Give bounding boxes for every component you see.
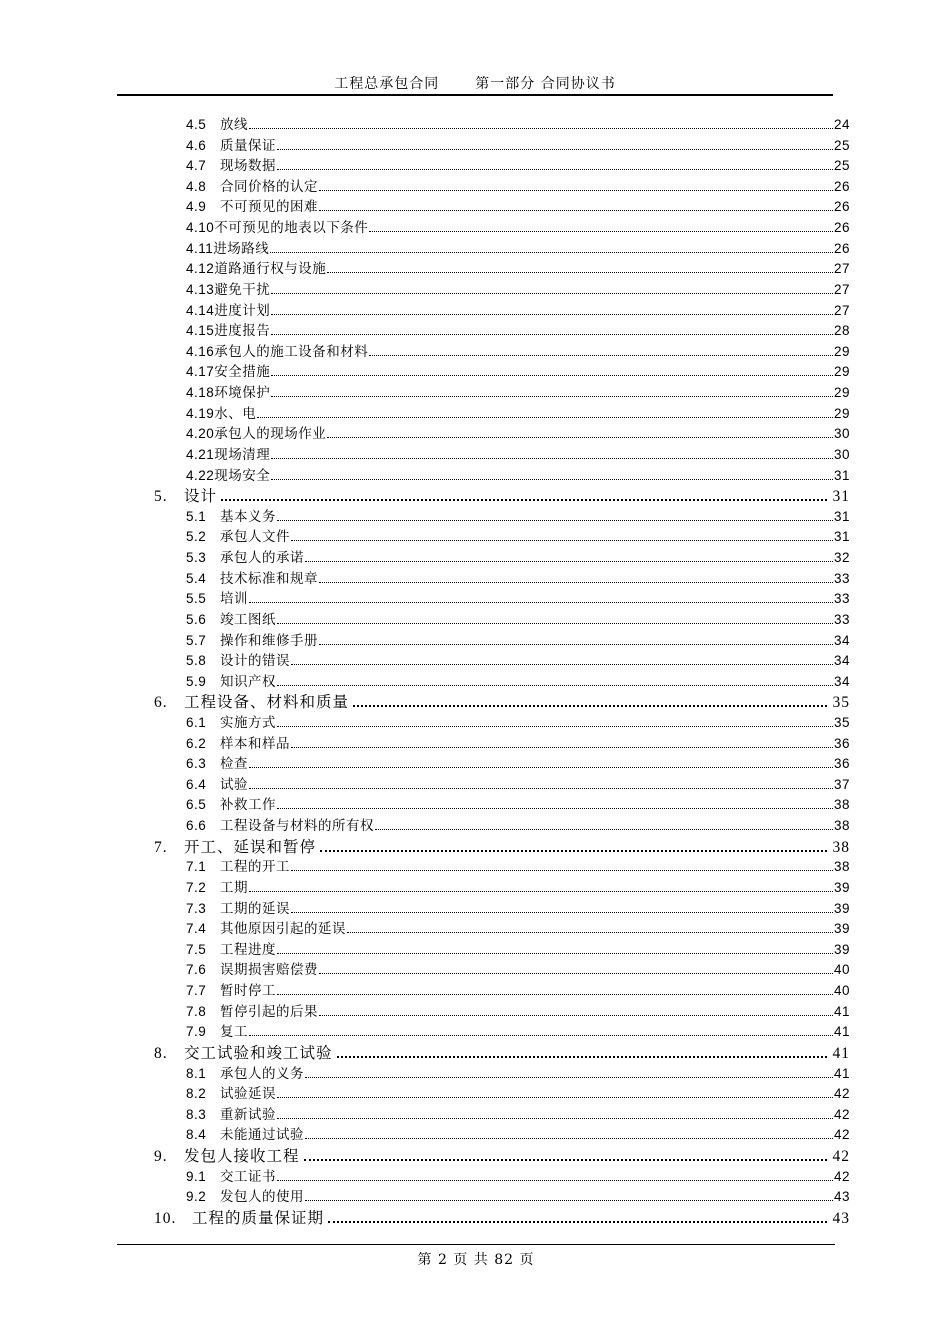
toc-entry-number: 5.1 [186, 508, 207, 524]
toc-dot-leader [304, 1159, 827, 1161]
toc-section-entry[interactable] [186, 278, 850, 299]
toc-entry-title: 发包人的使用 [220, 1189, 304, 1206]
toc-section-entry[interactable] [186, 525, 850, 546]
toc-entry-number: 6.6 [186, 818, 207, 834]
toc-entry-number: 6.2 [186, 735, 207, 751]
toc-section-entry[interactable] [186, 1123, 850, 1144]
toc-dot-leader [277, 623, 833, 624]
toc-entry-number: 8.1 [186, 1065, 207, 1081]
toc-dot-leader [221, 499, 826, 501]
toc-entry-number: 7.4 [186, 921, 207, 937]
toc-entry-title: 合同价格的认定 [220, 178, 318, 195]
toc-entry-page: 32 [833, 550, 850, 566]
toc-entry-number: 4.15 [186, 323, 215, 339]
toc-entry-title: 交工证书 [220, 1168, 276, 1185]
toc-section-entry[interactable] [186, 629, 850, 650]
toc-dot-leader [319, 210, 833, 211]
toc-entry-number: 4.6 [186, 137, 207, 153]
toc-entry-title: 暂时停工 [220, 983, 276, 1000]
toc-section-entry[interactable] [186, 897, 850, 918]
toc-entry-number: 5. [154, 488, 168, 506]
toc-entry-number: 4.16 [186, 343, 215, 359]
toc-dot-leader [277, 685, 833, 686]
toc-section-entry[interactable] [186, 381, 850, 402]
toc-dot-leader [320, 850, 826, 852]
toc-dot-leader [369, 231, 833, 232]
toc-entry-number: 5.9 [186, 673, 207, 689]
toc-dot-leader [327, 272, 833, 273]
toc-entry-title: 不可预见的地表以下条件 [214, 220, 369, 237]
toc-dot-leader [249, 788, 833, 789]
toc-dot-leader [271, 396, 833, 397]
toc-entry-page: 29 [833, 364, 850, 380]
toc-dot-leader [277, 149, 833, 150]
toc-section-entry[interactable] [186, 938, 850, 959]
toc-entry-title: 未能通过试验 [220, 1127, 304, 1144]
toc-entry-page: 26 [833, 178, 850, 194]
toc-dot-leader [319, 190, 833, 191]
toc-entry-title: 操作和维修手册 [220, 632, 318, 649]
toc-dot-leader [291, 912, 833, 913]
toc-section-entry[interactable] [186, 1000, 850, 1021]
toc-section-entry[interactable] [186, 113, 850, 134]
toc-entry-number: 4.10 [186, 220, 215, 236]
toc-section-entry[interactable] [186, 237, 850, 258]
toc-dot-leader [291, 747, 833, 748]
toc-dot-leader [271, 458, 833, 459]
toc-entry-page: 43 [833, 1189, 850, 1205]
toc-entry-number: 10. [154, 1209, 177, 1227]
toc-dot-leader [353, 705, 826, 707]
toc-entry-number: 7.3 [186, 900, 207, 916]
toc-dot-leader [249, 1035, 833, 1036]
toc-entry-page: 28 [833, 323, 850, 339]
toc-entry-title: 现场数据 [220, 158, 276, 175]
toc-entry-page: 25 [833, 158, 850, 174]
toc-entry-page: 36 [833, 756, 850, 772]
toc-entry-page: 24 [833, 117, 850, 132]
toc-chapter-entry[interactable] [154, 1041, 850, 1062]
toc-entry-page: 37 [833, 776, 850, 792]
toc-section-entry[interactable] [186, 979, 850, 1000]
toc-entry-page: 39 [833, 921, 850, 937]
toc-section-entry[interactable] [186, 793, 850, 814]
toc-entry-page: 40 [833, 962, 850, 978]
toc-section-entry[interactable] [186, 360, 850, 381]
toc-entry-number: 4.5 [186, 117, 207, 132]
toc-entry-title: 技术标准和规章 [220, 570, 318, 587]
toc-entry-number: 4.19 [186, 405, 215, 421]
toc-entry-number: 4.17 [186, 364, 215, 380]
toc-entry-number: 4.22 [186, 467, 215, 483]
toc-entry-page: 39 [833, 900, 850, 916]
toc-entry-page: 26 [833, 199, 850, 215]
toc-dot-leader [291, 870, 833, 871]
toc-entry-title: 进度报告 [214, 323, 271, 340]
toc-section-entry[interactable] [186, 154, 850, 175]
toc-section-entry[interactable] [186, 443, 850, 464]
toc-entry-page: 31 [832, 488, 850, 506]
toc-section-entry[interactable] [186, 1103, 850, 1124]
toc-entry-number: 4.12 [186, 261, 215, 277]
toc-dot-leader [328, 1221, 826, 1223]
toc-entry-title: 基本义务 [220, 508, 276, 525]
toc-entry-number: 6. [154, 694, 168, 712]
toc-section-entry[interactable] [186, 546, 850, 567]
toc-entry-number: 4.11 [186, 240, 214, 256]
toc-entry-number: 6.1 [186, 714, 207, 730]
toc-entry-number: 4.21 [186, 446, 215, 462]
toc-entry-title: 试验 [220, 776, 248, 793]
toc-entry-page: 38 [833, 797, 850, 813]
toc-entry-page: 39 [833, 941, 850, 957]
toc-section-entry[interactable] [186, 1020, 850, 1041]
toc-entry-title: 设计的错误 [220, 653, 290, 670]
toc-entry-page: 41 [832, 1044, 850, 1062]
toc-dot-leader [257, 417, 833, 418]
toc-entry-title: 现场清理 [214, 446, 271, 463]
toc-entry-page: 42 [833, 1168, 850, 1184]
toc-entry-title: 环境保护 [214, 385, 271, 402]
toc-entry-title: 承包人的承诺 [220, 550, 304, 567]
toc-dot-leader [277, 169, 833, 170]
toc-dot-leader [277, 726, 833, 727]
toc-entry-page: 29 [833, 405, 850, 421]
toc-section-entry[interactable] [186, 855, 850, 876]
toc-dot-leader [271, 479, 833, 480]
toc-entry-title: 样本和样品 [220, 735, 290, 752]
toc-entry-page: 34 [833, 653, 850, 669]
toc-entry-page: 30 [833, 446, 850, 462]
toc-section-entry[interactable] [186, 587, 850, 608]
toc-entry-title: 工程的质量保证期 [192, 1208, 325, 1227]
toc-dot-leader [337, 1056, 827, 1058]
toc-section-entry[interactable] [186, 464, 850, 485]
toc-entry-page: 34 [833, 632, 850, 648]
toc-entry-number: 9.1 [186, 1168, 207, 1184]
toc-entry-title: 道路通行权与设施 [214, 261, 327, 278]
toc-chapter-entry[interactable] [154, 484, 850, 505]
toc-entry-title: 避免干扰 [214, 281, 271, 298]
toc-entry-page: 26 [833, 220, 850, 236]
toc-dot-leader [277, 520, 833, 521]
toc-section-entry[interactable] [186, 732, 850, 753]
toc-entry-title: 培训 [220, 591, 248, 608]
toc-entry-page: 26 [833, 240, 850, 256]
toc-entry-number: 8.3 [186, 1106, 207, 1122]
toc-dot-leader [271, 293, 833, 294]
toc-entry-title: 补救工作 [220, 797, 276, 814]
toc-entry-title: 实施方式 [220, 714, 276, 731]
toc-dot-leader [277, 953, 833, 954]
toc-entry-number: 4.14 [186, 302, 215, 318]
toc-entry-page: 31 [833, 529, 850, 545]
toc-entry-title: 设计 [184, 487, 218, 506]
toc-entry-title: 承包人文件 [220, 529, 290, 546]
toc-entry-number: 4.20 [186, 426, 215, 442]
toc-dot-leader [271, 334, 833, 335]
toc-dot-leader [249, 602, 833, 603]
toc-entry-number: 7.7 [186, 983, 207, 999]
toc-entry-title: 工程设备与材料的所有权 [220, 818, 374, 835]
document-title: 工程总承包合同 [334, 76, 440, 92]
toc-entry-number: 5.2 [186, 529, 207, 545]
toc-entry-title: 检查 [220, 756, 248, 773]
toc-section-entry[interactable] [186, 257, 850, 278]
toc-section-entry[interactable] [186, 608, 850, 629]
toc-entry-page: 42 [833, 1106, 850, 1122]
toc-section-entry[interactable] [186, 1185, 850, 1206]
toc-section-entry[interactable] [186, 876, 850, 897]
toc-dot-leader [277, 1180, 833, 1181]
toc-entry-title: 进度计划 [214, 302, 271, 319]
toc-entry-title: 工程的开工 [220, 859, 290, 876]
toc-entry-number: 4.9 [186, 199, 207, 215]
toc-section-entry[interactable] [186, 670, 850, 691]
toc-entry-title: 承包人的义务 [220, 1065, 304, 1082]
toc-entry-page: 31 [833, 467, 850, 483]
toc-entry-page: 33 [833, 570, 850, 586]
toc-entry-title: 复工 [220, 1024, 248, 1041]
toc-dot-leader [319, 644, 833, 645]
toc-dot-leader [291, 540, 833, 541]
toc-dot-leader [270, 252, 833, 253]
toc-entry-page: 42 [833, 1127, 850, 1143]
toc-entry-number: 5.7 [186, 632, 207, 648]
toc-chapter-entry[interactable] [154, 1144, 850, 1165]
toc-section-entry[interactable] [186, 134, 850, 155]
toc-entry-number: 7.5 [186, 941, 207, 957]
toc-section-entry[interactable] [186, 505, 850, 526]
toc-entry-number: 8.4 [186, 1127, 207, 1143]
toc-entry-page: 33 [833, 591, 850, 607]
toc-section-entry[interactable] [186, 216, 850, 237]
toc-dot-leader [277, 994, 833, 995]
toc-entry-title: 竣工图纸 [220, 611, 276, 628]
toc-dot-leader [277, 808, 833, 809]
toc-entry-number: 7.9 [186, 1024, 207, 1040]
toc-entry-title: 工期 [220, 879, 248, 896]
toc-dot-leader [271, 314, 833, 315]
toc-entry-page: 38 [833, 859, 850, 875]
toc-entry-title: 重新试验 [220, 1106, 276, 1123]
page-number: 第 2 页 共 82 页 [417, 1252, 535, 1268]
toc-section-entry[interactable] [186, 773, 850, 794]
toc-entry-page: 41 [833, 1003, 850, 1019]
toc-section-entry[interactable] [186, 711, 850, 732]
toc-entry-number: 4.8 [186, 178, 207, 194]
toc-entry-number: 4.7 [186, 158, 207, 174]
toc-entry-page: 36 [833, 735, 850, 751]
toc-section-entry[interactable] [186, 917, 850, 938]
toc-entry-page: 27 [833, 281, 850, 297]
toc-entry-number: 5.8 [186, 653, 207, 669]
toc-section-entry[interactable] [186, 814, 850, 835]
toc-entry-title: 安全措施 [214, 364, 271, 381]
toc-entry-page: 31 [833, 508, 850, 524]
toc-entry-page: 39 [833, 879, 850, 895]
toc-entry-number: 7.8 [186, 1003, 207, 1019]
page-footer [117, 1244, 835, 1274]
toc-entry-number: 8. [154, 1044, 168, 1062]
toc-entry-page: 40 [833, 983, 850, 999]
toc-dot-leader [249, 128, 833, 129]
toc-dot-leader [305, 1077, 833, 1078]
toc-section-entry[interactable] [186, 195, 850, 216]
toc-entry-title: 不可预见的困难 [220, 199, 318, 216]
toc-entry-page: 41 [833, 1065, 850, 1081]
toc-dot-leader [291, 664, 833, 665]
toc-entry-number: 6.5 [186, 797, 207, 813]
toc-entry-page: 42 [832, 1148, 850, 1165]
toc-entry-number: 6.3 [186, 756, 207, 772]
toc-section-entry[interactable] [186, 752, 850, 773]
toc-dot-leader [305, 1200, 833, 1201]
toc-entry-number: 5.3 [186, 550, 207, 566]
toc-dot-leader [319, 973, 833, 974]
toc-entry-page: 33 [833, 611, 850, 627]
toc-entry-number: 4.18 [186, 385, 215, 401]
toc-entry-number: 5.6 [186, 611, 207, 627]
toc-entry-number: 7.1 [186, 859, 207, 875]
toc-chapter-entry[interactable] [154, 1206, 850, 1227]
toc-dot-leader [327, 437, 833, 438]
toc-entry-title: 工程设备、材料和质量 [184, 693, 350, 712]
toc-section-entry[interactable] [186, 649, 850, 670]
toc-entry-page: 27 [833, 302, 850, 318]
toc-dot-leader [277, 1097, 833, 1098]
toc-entry-title: 交工试验和竣工试验 [184, 1043, 333, 1062]
toc-entry-number: 5.4 [186, 570, 207, 586]
toc-entry-number: 7.2 [186, 879, 207, 895]
toc-entry-title: 质量保证 [220, 137, 276, 154]
toc-dot-leader [375, 829, 833, 830]
toc-entry-title: 开工、延误和暂停 [184, 837, 317, 856]
toc-entry-number: 7. [154, 838, 168, 856]
toc-entry-page: 30 [833, 426, 850, 442]
toc-entry-page: 41 [833, 1024, 850, 1040]
toc-entry-title: 工程进度 [220, 941, 276, 958]
toc-section-entry[interactable] [186, 319, 850, 340]
toc-entry-number: 4.13 [186, 281, 215, 297]
toc-dot-leader [249, 891, 833, 892]
toc-section-entry[interactable] [186, 422, 850, 443]
toc-entry-title: 发包人接收工程 [184, 1147, 300, 1165]
toc-dot-leader [369, 355, 833, 356]
toc-entry-title: 水、电 [214, 405, 257, 422]
toc-entry-title: 工期的延误 [220, 900, 290, 917]
toc-section-entry[interactable] [186, 299, 850, 320]
toc-chapter-entry[interactable] [154, 835, 850, 856]
toc-dot-leader [319, 1015, 833, 1016]
toc-chapter-entry[interactable] [154, 690, 850, 711]
toc-entry-number: 6.4 [186, 776, 207, 792]
toc-entry-page: 42 [833, 1086, 850, 1102]
toc-entry-page: 38 [833, 818, 850, 834]
toc-entry-number: 9. [154, 1148, 168, 1165]
toc-entry-title: 放线 [220, 117, 248, 133]
toc-dot-leader [319, 582, 833, 583]
toc-entry-title: 知识产权 [220, 673, 276, 690]
toc-section-entry[interactable] [186, 958, 850, 979]
toc-dot-leader [347, 932, 833, 933]
toc-entry-number: 7.6 [186, 962, 207, 978]
toc-entry-number: 8.2 [186, 1086, 207, 1102]
toc-entry-number: 9.2 [186, 1189, 207, 1205]
toc-dot-leader [305, 1138, 833, 1139]
toc-dot-leader [277, 1118, 833, 1119]
toc-section-entry[interactable] [186, 340, 850, 361]
toc-section-entry[interactable] [186, 402, 850, 423]
toc-section-entry[interactable] [186, 1062, 850, 1083]
toc-entry-title: 试验延误 [220, 1086, 276, 1103]
toc-entry-title: 其他原因引起的延误 [220, 921, 346, 938]
toc-entry-title: 进场路线 [213, 240, 270, 257]
toc-dot-leader [249, 767, 833, 768]
toc-entry-number: 5.5 [186, 591, 207, 607]
toc-section-entry[interactable] [186, 1082, 850, 1103]
toc-section-entry[interactable] [186, 175, 850, 196]
toc-entry-page: 43 [832, 1209, 850, 1227]
toc-entry-title: 误期损害赔偿费 [220, 962, 318, 979]
toc-entry-title: 现场安全 [214, 467, 271, 484]
toc-section-entry[interactable] [186, 1165, 850, 1186]
toc-entry-page: 34 [833, 673, 850, 689]
toc-entry-page: 35 [832, 694, 850, 712]
toc-section-entry[interactable] [186, 567, 850, 588]
toc-entry-page: 35 [833, 714, 850, 730]
toc-entry-title: 承包人的施工设备和材料 [214, 343, 369, 360]
toc-entry-page: 27 [833, 261, 850, 277]
document-part: 第一部分 合同协议书 [475, 76, 616, 92]
toc-dot-leader [305, 561, 833, 562]
toc-dot-leader [271, 375, 833, 376]
toc-entry-title: 暂停引起的后果 [220, 1003, 318, 1020]
toc-entry-page: 29 [833, 385, 850, 401]
toc-entry-title: 承包人的现场作业 [214, 426, 327, 443]
page-header [117, 72, 833, 96]
toc-entry-page: 38 [832, 838, 850, 856]
toc-entry-page: 25 [833, 137, 850, 153]
toc-entry-page: 29 [833, 343, 850, 359]
